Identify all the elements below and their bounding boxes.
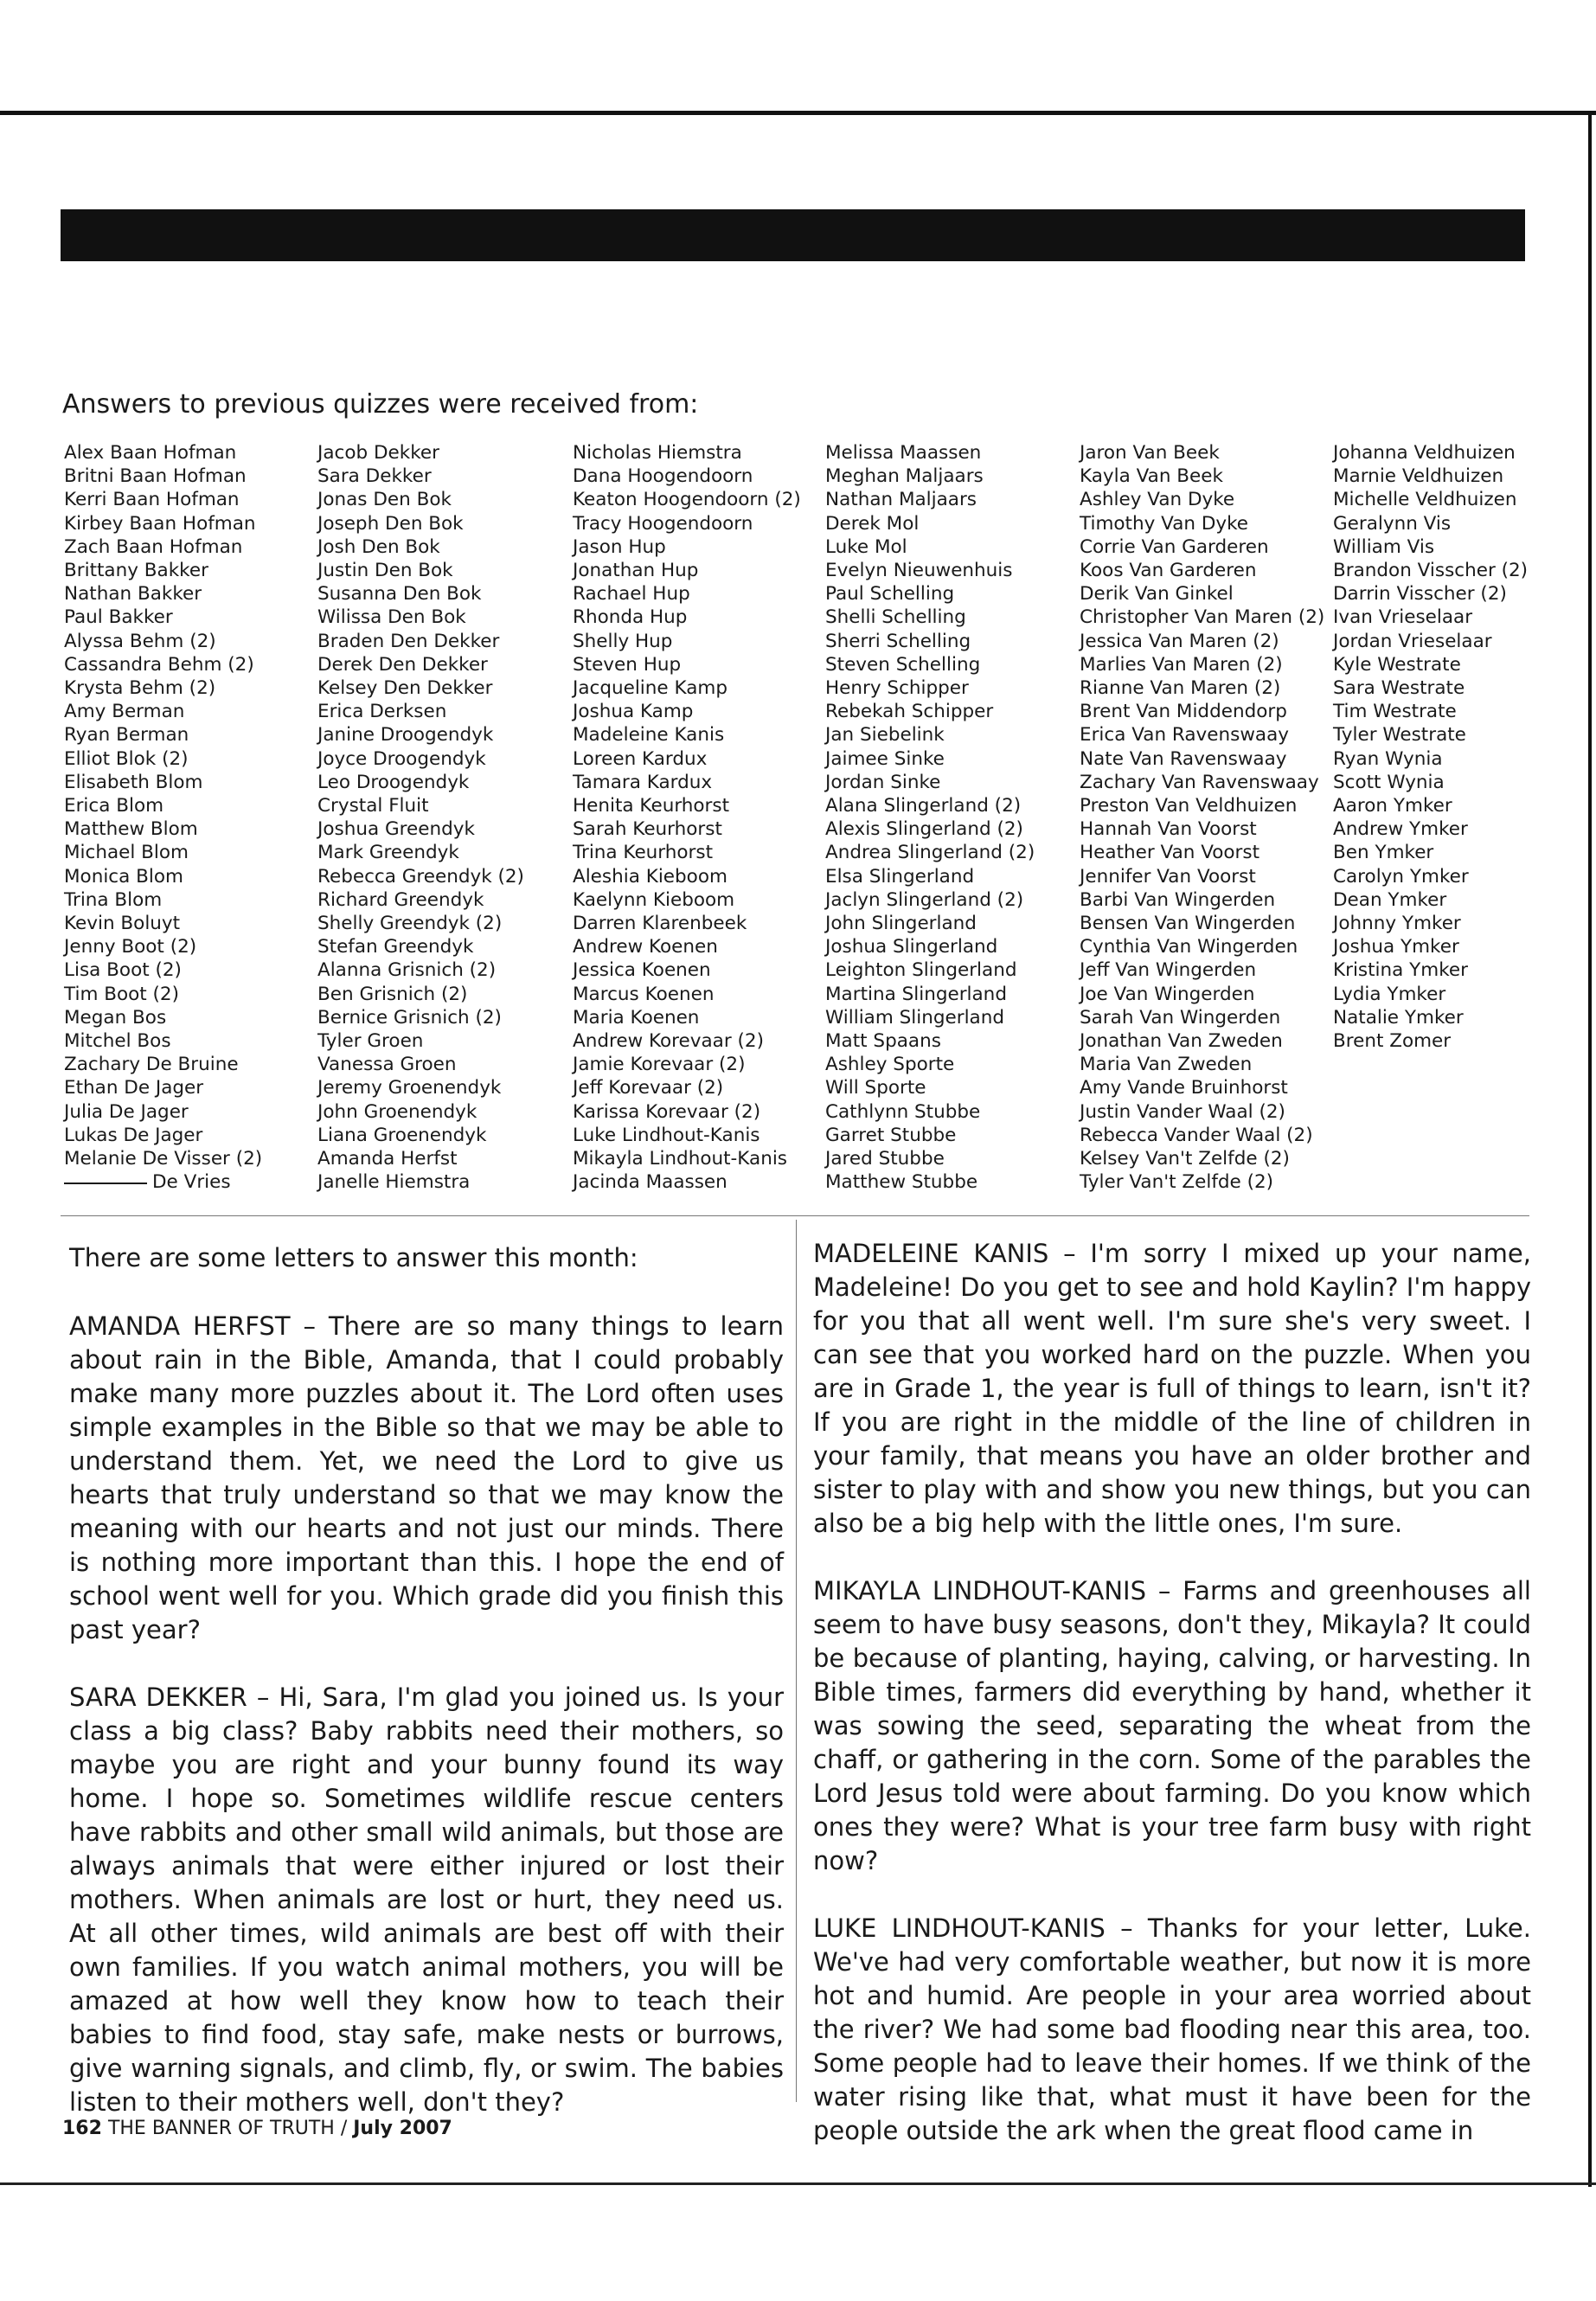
name-entry: Jaron Van Beek bbox=[1080, 442, 1220, 464]
letter-madeleine-kanis: MADELEINE KANIS – I'm sorry I mixed up your name, Madeleine! Do you get to see and hold Kaylin? I'm happy for you that all went well. I'm sure she's very sweet. I can see that you worked hard on the puzzle. When you are in Grade 1, the year is full of things to learn, isn't it? If you are right in the middle of the line of children in your family, that means you have an older brother and sister to play with and show you new things, but you can also be a big help with the little ones, I'm sure. bbox=[813, 1239, 1531, 1538]
name-entry: Joe Van Wingerden bbox=[1080, 983, 1255, 1005]
name-entry: Susanna Den Bok bbox=[317, 583, 482, 606]
name-entry: Paul Schelling bbox=[825, 583, 955, 606]
name-entry: Brittany Bakker bbox=[64, 560, 208, 582]
top-rule bbox=[0, 111, 1596, 115]
name-entry: Corrie Van Garderen bbox=[1080, 535, 1269, 558]
name-entry: Darrin Visscher (2) bbox=[1333, 583, 1507, 606]
name-entry: Kerri Baan Hofman bbox=[64, 489, 240, 511]
name-entry: Alexis Slingerland (2) bbox=[825, 818, 1023, 841]
name-entry: Melissa Maassen bbox=[825, 442, 982, 464]
name-entry: Sarah Keurhorst bbox=[573, 818, 722, 841]
name-entry: Ashley Van Dyke bbox=[1080, 489, 1235, 511]
name-entry: Preston Van Veldhuizen bbox=[1080, 795, 1298, 817]
name-entry: Heather Van Voorst bbox=[1080, 842, 1260, 864]
letter-mikayla-lindhout-kanis: MIKAYLA LINDHOUT-KANIS – Farms and greenhouses all seem to have busy seasons, don't they, Mikayla? It could be because of planting, haying, calving, or harvesting. In Bible times, farmers did everything by hand, whether it was sowing the seed, separating the wheat from the chaff, or gathering in the corn. Some of the parables the Lord Jesus told were about farming. Do you know which ones they were? What is your tree farm busy with right now? bbox=[813, 1576, 1531, 1875]
letter-luke-lindhout-kanis: LUKE LINDHOUT-KANIS – Thanks for your letter, Luke. We've had very comfortable weather, but now it is more hot and humid. Are people in your area worried about the river? We had some bad flooding near this area, too. Some people had to leave their homes. If we think of the water rising like that, what must it have been for the people outside the ark when the great flood came in bbox=[813, 1913, 1531, 2145]
letters-intro: There are some letters to answer this month: bbox=[69, 1243, 638, 1272]
name-entry: Liana Groenendyk bbox=[317, 1124, 487, 1146]
name-entry: Josh Den Bok bbox=[317, 535, 440, 558]
name-entry: Marlies Van Maren (2) bbox=[1080, 653, 1283, 676]
name-entry: Bensen Van Wingerden bbox=[1080, 913, 1296, 935]
name-entry: Johnny Ymker bbox=[1333, 913, 1461, 935]
name-entry: Megan Bos bbox=[64, 1006, 167, 1029]
name-entry: Barbi Van Wingerden bbox=[1080, 888, 1276, 911]
name-entry: Mark Greendyk bbox=[317, 842, 459, 864]
name-entry: Derek Mol bbox=[825, 512, 920, 535]
name-entry: Justin Den Bok bbox=[317, 560, 453, 582]
name-entry: Joshua Slingerland bbox=[825, 936, 998, 958]
name-entry: Rebecca Greendyk (2) bbox=[317, 865, 524, 888]
name-entry: Jessica Koenen bbox=[573, 959, 711, 982]
name-entry: Aleshia Kieboom bbox=[573, 865, 727, 888]
name-entry: Sara Dekker bbox=[317, 465, 432, 488]
name-entry: Stefan Greendyk bbox=[317, 936, 474, 958]
name-entry: Cassandra Behm (2) bbox=[64, 653, 254, 676]
name-entry: Elsa Slingerland bbox=[825, 865, 975, 888]
name-entry: Loreen Kardux bbox=[573, 747, 708, 770]
name-entry: Ben Ymker bbox=[1333, 842, 1434, 864]
name-entry: Jeff Korevaar (2) bbox=[573, 1077, 724, 1099]
name-entry: Christopher Van Maren (2) bbox=[1080, 606, 1325, 629]
name-entry: Amy Vande Bruinhorst bbox=[1080, 1077, 1288, 1099]
name-entry: Leighton Slingerland bbox=[825, 959, 1017, 982]
name-entry: Joshua Kamp bbox=[573, 701, 694, 723]
header-banner bbox=[61, 209, 1525, 261]
name-entry: Erica Blom bbox=[64, 795, 164, 817]
name-entry: Marcus Koenen bbox=[573, 983, 715, 1005]
name-entry: Alanna Grisnich (2) bbox=[317, 959, 497, 982]
name-entry-blank bbox=[64, 1170, 262, 1194]
name-entry: Alyssa Behm (2) bbox=[64, 630, 216, 652]
name-entry: Michael Blom bbox=[64, 842, 189, 864]
name-entry: Maria Koenen bbox=[573, 1006, 700, 1029]
name-entry: Erica Van Ravenswaay bbox=[1080, 724, 1289, 747]
name-entry: Jenny Boot (2) bbox=[64, 936, 197, 958]
name-entry: Zach Baan Hofman bbox=[64, 535, 243, 558]
name-entry: Melanie De Visser (2) bbox=[64, 1148, 263, 1170]
issue-date: July 2007 bbox=[353, 2118, 452, 2139]
name-entry: Rebecca Vander Waal (2) bbox=[1080, 1124, 1313, 1146]
name-entry: Vanessa Groen bbox=[317, 1054, 457, 1076]
name-entry: Carolyn Ymker bbox=[1333, 865, 1469, 888]
name-entry: Amy Berman bbox=[64, 701, 185, 723]
name-entry: Kaelynn Kieboom bbox=[573, 888, 735, 911]
letters-right-column bbox=[813, 1237, 1531, 2182]
name-entry: Evelyn Nieuwenhuis bbox=[825, 560, 1013, 582]
names-column-1 bbox=[64, 441, 262, 1195]
name-entry: Rianne Van Maren (2) bbox=[1080, 677, 1281, 700]
letter-amanda-herfst: AMANDA HERFST – There are so many things to learn about rain in the Bible, Amanda, that I could probably make many more puzzles about it. The Lord often uses simple examples in the Bible so that we may be able to understand them. Yet, we need the Lord to give us hearts that truly understand so that we may know the meaning with our hearts and not just our minds. There is nothing more important than this. I hope the end of school went well for you. Which grade did you finish this past year? bbox=[69, 1311, 784, 1644]
name-entry: John Slingerland bbox=[825, 913, 977, 935]
name-entry: Tracy Hoogendoorn bbox=[573, 512, 753, 535]
name-entry: Jacinda Maassen bbox=[573, 1171, 727, 1194]
name-entry: Meghan Maljaars bbox=[825, 465, 984, 488]
name-entry: Rebekah Schipper bbox=[825, 701, 994, 723]
footer-separator: / bbox=[340, 2118, 348, 2139]
name-entry: Bernice Grisnich (2) bbox=[317, 1006, 502, 1029]
name-entry: Joshua Ymker bbox=[1333, 936, 1459, 958]
blank-entry-surname: De Vries bbox=[152, 1171, 231, 1194]
name-entry: Elliot Blok (2) bbox=[64, 747, 189, 770]
name-entry: Matthew Blom bbox=[64, 818, 198, 841]
name-entry: Joyce Droogendyk bbox=[317, 747, 486, 770]
name-entry: Jan Siebelink bbox=[825, 724, 945, 747]
name-entry: Julia De Jager bbox=[64, 1100, 189, 1123]
name-entry: Brent Van Middendorp bbox=[1080, 701, 1287, 723]
name-entry: Luke Mol bbox=[825, 535, 907, 558]
name-entry: Jeremy Groenendyk bbox=[317, 1077, 502, 1099]
names-column-6 bbox=[1333, 441, 1528, 1053]
name-entry: Tim Boot (2) bbox=[64, 983, 179, 1005]
names-column-2 bbox=[317, 441, 524, 1195]
name-entry: Timothy Van Dyke bbox=[1080, 512, 1249, 535]
name-entry: John Groenendyk bbox=[317, 1100, 478, 1123]
name-entry: Lukas De Jager bbox=[64, 1124, 203, 1146]
name-entry: Jordan Vrieselaar bbox=[1333, 630, 1492, 652]
name-entry: Jaimee Sinke bbox=[825, 747, 945, 770]
name-entry: Jeff Van Wingerden bbox=[1080, 959, 1257, 982]
name-entry: Elisabeth Blom bbox=[64, 771, 203, 793]
name-entry: Will Sporte bbox=[825, 1077, 926, 1099]
page-number: 162 bbox=[62, 2118, 102, 2139]
name-entry: Lisa Boot (2) bbox=[64, 959, 182, 982]
name-entry: Mikayla Lindhout-Kanis bbox=[573, 1148, 787, 1170]
received-heading: Answers to previous quizzes were received from: bbox=[62, 389, 699, 420]
names-column-4 bbox=[825, 441, 1035, 1195]
name-entry: Andrew Korevaar (2) bbox=[573, 1030, 764, 1053]
name-entry: Darren Klarenbeek bbox=[573, 913, 747, 935]
name-entry: Derek Den Dekker bbox=[317, 653, 488, 676]
name-entry: Matthew Stubbe bbox=[825, 1171, 978, 1194]
publication-name: THE BANNER OF TRUTH bbox=[107, 2118, 335, 2139]
name-entry: Jacqueline Kamp bbox=[573, 677, 727, 700]
name-entry: Shelly Hup bbox=[573, 630, 673, 652]
name-entry: Hannah Van Voorst bbox=[1080, 818, 1257, 841]
name-entry: Justin Vander Waal (2) bbox=[1080, 1100, 1285, 1123]
name-entry: Zachary Van Ravenswaay bbox=[1080, 771, 1319, 793]
name-entry: Janelle Hiemstra bbox=[317, 1171, 471, 1194]
name-entry: Alex Baan Hofman bbox=[64, 442, 237, 464]
name-entry: Ben Grisnich (2) bbox=[317, 983, 468, 1005]
name-entry: Alana Slingerland (2) bbox=[825, 795, 1022, 817]
name-entry: Monica Blom bbox=[64, 865, 183, 888]
name-entry: Paul Bakker bbox=[64, 606, 173, 629]
name-entry: Karissa Korevaar (2) bbox=[573, 1100, 761, 1123]
name-entry: Lydia Ymker bbox=[1333, 983, 1446, 1005]
name-entry: Kelsey Van't Zelfde (2) bbox=[1080, 1148, 1290, 1170]
name-entry: Erica Derksen bbox=[317, 701, 447, 723]
name-entry: Tamara Kardux bbox=[573, 771, 713, 793]
name-entry: Jason Hup bbox=[573, 535, 666, 558]
name-entry: Kyle Westrate bbox=[1333, 653, 1461, 676]
name-entry: Matt Spaans bbox=[825, 1030, 941, 1053]
name-entry: Geralynn Vis bbox=[1333, 512, 1452, 535]
name-entry: Dana Hoogendoorn bbox=[573, 465, 753, 488]
name-entry: Michelle Veldhuizen bbox=[1333, 489, 1517, 511]
name-entry: Jessica Van Maren (2) bbox=[1080, 630, 1279, 652]
name-entry: Sara Westrate bbox=[1333, 677, 1465, 700]
blank-underline bbox=[64, 1183, 147, 1184]
name-entry: Jordan Sinke bbox=[825, 771, 941, 793]
name-entry: Brandon Visscher (2) bbox=[1333, 560, 1529, 582]
name-entry: Kristina Ymker bbox=[1333, 959, 1468, 982]
name-entry: Jaclyn Slingerland (2) bbox=[825, 888, 1024, 911]
name-entry: Ryan Berman bbox=[64, 724, 189, 747]
name-entry: Henry Schipper bbox=[825, 677, 969, 700]
bottom-rule bbox=[0, 2182, 1596, 2185]
name-entry: Krysta Behm (2) bbox=[64, 677, 216, 700]
letters-left-column bbox=[69, 1241, 784, 2153]
name-entry: Joshua Greendyk bbox=[317, 818, 475, 841]
name-entry: Henita Keurhorst bbox=[573, 795, 730, 817]
name-entry: Cynthia Van Wingerden bbox=[1080, 936, 1298, 958]
name-entry: Johanna Veldhuizen bbox=[1333, 442, 1516, 464]
name-entry: Jennifer Van Voorst bbox=[1080, 865, 1256, 888]
name-entry: Tyler Van't Zelfde (2) bbox=[1080, 1171, 1274, 1194]
name-entry: Nathan Bakker bbox=[64, 583, 202, 606]
name-entry: Madeleine Kanis bbox=[573, 724, 725, 747]
name-entry: Mitchel Bos bbox=[64, 1030, 171, 1053]
name-entry: Garret Stubbe bbox=[825, 1124, 957, 1146]
column-divider bbox=[796, 1220, 797, 2102]
name-entry: Shelli Schelling bbox=[825, 606, 966, 629]
name-entry: Brent Zomer bbox=[1333, 1030, 1452, 1053]
name-entry: Wilissa Den Bok bbox=[317, 606, 466, 629]
name-entry: Keaton Hoogendoorn (2) bbox=[573, 489, 801, 511]
name-entry: Steven Schelling bbox=[825, 653, 981, 676]
name-entry: Maria Van Zweden bbox=[1080, 1054, 1253, 1076]
name-entry: Braden Den Dekker bbox=[317, 630, 500, 652]
name-entry: Nicholas Hiemstra bbox=[573, 442, 742, 464]
name-entry: Kelsey Den Dekker bbox=[317, 677, 493, 700]
name-entry: Cathlynn Stubbe bbox=[825, 1100, 981, 1123]
name-entry: Derik Van Ginkel bbox=[1080, 583, 1234, 606]
name-entry: Ryan Wynia bbox=[1333, 747, 1443, 770]
name-entry: Andrew Koenen bbox=[573, 936, 718, 958]
name-entry: Andrew Ymker bbox=[1333, 818, 1468, 841]
name-entry: Amanda Herfst bbox=[317, 1148, 458, 1170]
name-entry: Tyler Westrate bbox=[1333, 724, 1466, 747]
name-entry: Nathan Maljaars bbox=[825, 489, 977, 511]
page-footer bbox=[62, 2118, 452, 2139]
name-entry: Richard Greendyk bbox=[317, 888, 484, 911]
name-entry: Martina Slingerland bbox=[825, 983, 1007, 1005]
name-entry: Jared Stubbe bbox=[825, 1148, 945, 1170]
name-entry: Ethan De Jager bbox=[64, 1077, 204, 1099]
name-entry: Kevin Boluyt bbox=[64, 913, 181, 935]
name-entry: Jonas Den Bok bbox=[317, 489, 452, 511]
name-entry: Sherri Schelling bbox=[825, 630, 971, 652]
name-entry: Marnie Veldhuizen bbox=[1333, 465, 1504, 488]
right-rule bbox=[1588, 111, 1592, 2187]
name-entry: Ivan Vrieselaar bbox=[1333, 606, 1473, 629]
name-entry: Britni Baan Hofman bbox=[64, 465, 247, 488]
name-entry: Crystal Fluit bbox=[317, 795, 429, 817]
name-entry: Natalie Ymker bbox=[1333, 1006, 1464, 1029]
name-entry: Kirbey Baan Hofman bbox=[64, 512, 256, 535]
name-entry: Tim Westrate bbox=[1333, 701, 1457, 723]
name-entry: Zachary De Bruine bbox=[64, 1054, 239, 1076]
name-entry: Nate Van Ravenswaay bbox=[1080, 747, 1287, 770]
name-entry: Leo Droogendyk bbox=[317, 771, 470, 793]
name-entry: Dean Ymker bbox=[1333, 888, 1447, 911]
name-entry: Jonathan Van Zweden bbox=[1080, 1030, 1283, 1053]
names-column-5 bbox=[1080, 441, 1324, 1195]
name-entry: Trina Keurhorst bbox=[573, 842, 714, 864]
name-entry: William Vis bbox=[1333, 535, 1435, 558]
name-entry: Scott Wynia bbox=[1333, 771, 1445, 793]
name-entry: Joseph Den Bok bbox=[317, 512, 464, 535]
name-entry: Shelly Greendyk (2) bbox=[317, 913, 503, 935]
name-entry: Jamie Korevaar (2) bbox=[573, 1054, 746, 1076]
name-entry: Ashley Sporte bbox=[825, 1054, 955, 1076]
name-entry: Luke Lindhout-Kanis bbox=[573, 1124, 760, 1146]
name-entry: Kayla Van Beek bbox=[1080, 465, 1223, 488]
names-column-3 bbox=[573, 441, 801, 1195]
name-entry: Andrea Slingerland (2) bbox=[825, 842, 1035, 864]
name-entry: Jonathan Hup bbox=[573, 560, 699, 582]
name-entry: William Slingerland bbox=[825, 1006, 1004, 1029]
name-entry: Aaron Ymker bbox=[1333, 795, 1452, 817]
name-entry: Steven Hup bbox=[573, 653, 682, 676]
name-entry: Janine Droogendyk bbox=[317, 724, 494, 747]
name-entry: Tyler Groen bbox=[317, 1030, 424, 1053]
name-entry: Trina Blom bbox=[64, 888, 163, 911]
name-entry: Koos Van Garderen bbox=[1080, 560, 1257, 582]
name-entry: Sarah Van Wingerden bbox=[1080, 1006, 1281, 1029]
name-entry: Jacob Dekker bbox=[317, 442, 439, 464]
letter-sara-dekker: SARA DEKKER – Hi, Sara, I'm glad you joined us. Is your class a big class? Baby rabbits need their mothers, so maybe you are right and your bunny found its way home. I hope so. Sometimes wildlife rescue centers have rabbits and other small wild animals, but those are always animals that were either injured or lost their mothers. When animals are lost or hurt, they need us. At all other times, wild animals are best off with their own families. If you watch animal mothers, you will be amazed at how well they know how to teach their babies to find food, stay safe, make nests or burrows, give warning signals, and climb, fly, or swim. The babies listen to their mothers well, don't they? bbox=[69, 1682, 784, 2117]
name-entry: Rachael Hup bbox=[573, 583, 690, 606]
name-entry: Rhonda Hup bbox=[573, 606, 688, 629]
section-divider bbox=[61, 1215, 1529, 1216]
